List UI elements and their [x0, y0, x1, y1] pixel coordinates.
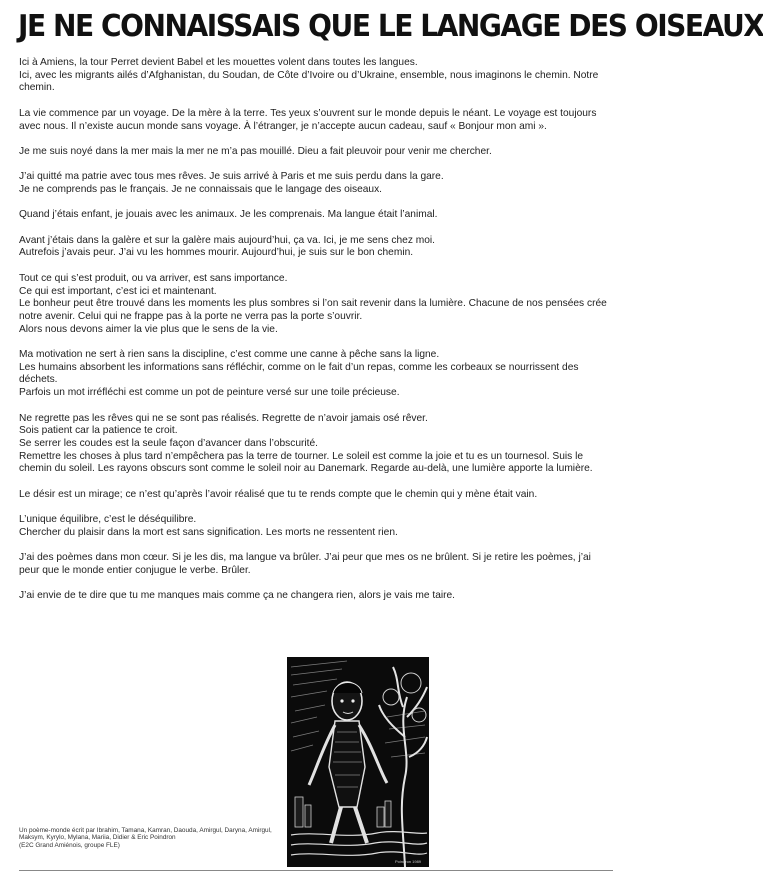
poem-line: Quand j’étais enfant, je jouais avec les animaux. Je les comprenais. Ma langue était l’animal. — [19, 209, 438, 221]
artwork-signature: Poindron 1989 — [395, 859, 422, 864]
poem-line: Avant j’étais dans la galère et sur la galère mais aujourd’hui, ça va. Ici, je me sens chez moi. — [19, 234, 436, 246]
poem-line: Les humains absorbent les informations sans réfléchir, comme on le fait d’un repas, comme les corbeaux se nourrissent des déchets. — [19, 361, 579, 386]
poem-line: Remettre les choses à plus tard n’empêchera pas la terre de tourner. Le soleil est comme la joie et tu es un tournesol. Suis le chemin du soleil. Les rayons obscurs sont comme le soleil noir au Danemark. Regarde au-delà, une lumière apporte la lumière. — [19, 450, 593, 475]
poem-line: La vie commence par un voyage. De la mère à la terre. Tes yeux s’ouvrent sur le monde depuis le néant. Le voyage est toujours avec nous. Il n’existe aucun monde sans voyage. À l’étranger, je n’accepte aucun cadeau, sauf « Bonjour mon ami ». — [19, 107, 597, 132]
poem-stanza — [19, 552, 607, 577]
poem-line: L’unique équilibre, c’est le déséquilibre. — [19, 514, 197, 526]
poem-body — [19, 57, 607, 616]
poem-line: Alors nous devons aimer la vie plus que le sens de la vie. — [19, 323, 278, 335]
poem-stanza — [19, 590, 607, 603]
poem-line: Ici, avec les migrants ailés d’Afghanistan, du Soudan, de Côte d’Ivoire ou d’Ukraine, ensemble, nous imaginons le chemin. Notre chemin. — [19, 69, 599, 94]
poem-stanza — [19, 514, 607, 539]
poem-stanza — [19, 57, 607, 95]
poem-line: Ici à Amiens, la tour Perret devient Babel et les mouettes volent dans toutes les langues. — [19, 57, 418, 68]
poem-line: Ce qui est important, c’est ici et maintenant. — [19, 285, 217, 297]
poem-stanza — [19, 146, 607, 159]
credits-note — [19, 827, 281, 849]
poem-line: Tout ce qui s’est produit, ou va arriver, est sans importance. — [19, 272, 288, 284]
poem-stanza — [19, 108, 607, 133]
poem-line: Chercher du plaisir dans la mort est sans signification. Les morts ne ressentent rien. — [19, 526, 398, 538]
poem-line: J’ai quitté ma patrie avec tous mes rêves. Je suis arrivé à Paris et me suis perdu dans la gare. — [19, 171, 444, 183]
poem-stanza — [19, 489, 607, 502]
bottom-divider — [19, 870, 613, 871]
poem-stanza — [19, 349, 607, 400]
poem-line: Parfois un mot irréfléchi est comme un pot de peinture versé sur une toile précieuse. — [19, 387, 400, 399]
credit-line: (E2C Grand Amiénois, groupe FLE) — [19, 841, 120, 849]
poem-stanza — [19, 235, 607, 260]
poem-line: Se serrer les coudes est la seule façon d’avancer dans l’obscurité. — [19, 437, 318, 449]
poem-line: J’ai envie de te dire que tu me manques mais comme ça ne changera rien, alors je vais me taire. — [19, 590, 456, 602]
poem-line: J’ai des poèmes dans mon cœur. Si je les dis, ma langue va brûler. J’ai peur que mes os ne brûlent. Si je retire les poèmes, j’ai peur que le monde entier conjugue le verbe. Brûler. — [19, 552, 591, 576]
poem-line: Sois patient car la patience te croit. — [19, 425, 178, 437]
poem-stanza — [19, 273, 607, 337]
poem-line: Le désir est un mirage; ce n’est qu’après l’avoir réalisé que tu te rends compte que le chemin qui y mène était vain. — [19, 488, 538, 500]
page-title: JE NE CONNAISSAIS QUE LE LANGAGE DES OISEAUX — [18, 9, 763, 44]
poem-line: Ma motivation ne sert à rien sans la discipline, c’est comme une canne à pêche sans la ligne. — [19, 349, 440, 361]
poem-line: Le bonheur peut être trouvé dans les moments les plus sombres si l’on sait revenir dans la lumière. Chacune de nos pensées crée notre avenir. Celui qui ne frappe pas à la porte ne verra pas la porte s’ouvrir. — [19, 298, 607, 322]
poem-line: Autrefois j’avais peur. J’ai vu les hommes mourir. Aujourd’hui, je suis sur le bon chemin. — [19, 247, 414, 259]
poem-line: Ne regrette pas les rêves qui ne se sont pas réalisés. Regrette de n’avoir jamais osé rêver. — [19, 412, 428, 424]
poem-line: Je me suis noyé dans la mer mais la mer ne m’a pas mouillé. Dieu a fait pleuvoir pour venir me chercher. — [19, 145, 492, 157]
woodcut-figure-icon — [287, 657, 429, 867]
poem-stanza — [19, 413, 607, 477]
poem-stanza — [19, 209, 607, 222]
credit-line: Un poème-monde écrit par Ibrahim, Tamana, Kamran, Daouda, Amirgul, Daryna, Amirgul, Maksym, Kyrylo, Mylana, Mariia, Didier & Eric Poindron — [19, 827, 272, 842]
poem-stanza — [19, 171, 607, 196]
woodcut-illustration — [287, 657, 429, 867]
poem-line: Je ne comprends pas le français. Je ne connaissais que le langage des oiseaux. — [19, 183, 383, 195]
